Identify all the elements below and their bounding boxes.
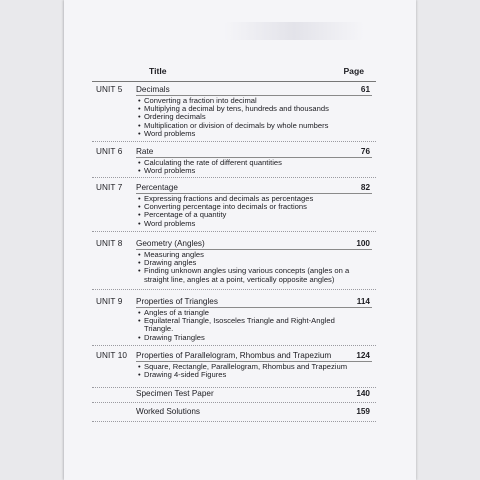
topic-item: • Measuring angles (138, 251, 364, 259)
toc-entry-unit-7 (64, 182, 416, 234)
topic-item: • Ordering decimals (138, 113, 364, 121)
title-column-header: Title (149, 66, 167, 76)
topic-list (138, 97, 364, 138)
page-number: 76 (360, 147, 370, 156)
topic-item: • Multiplication or division of decimals by whole numbers (138, 122, 364, 130)
entry-separator (92, 345, 376, 346)
topic-item: • Finding unknown angles using various concepts (angles on a straight line, angles at a point, vertically opposite angles) (138, 267, 364, 283)
entry-separator (92, 177, 376, 178)
page-number: 140 (356, 389, 370, 398)
unit-label: UNIT 6 (96, 147, 123, 156)
topic-item: • Converting a fraction into decimal (138, 97, 364, 105)
topic-item: • Word problems (138, 130, 364, 138)
topic-item: • Multiplying a decimal by tens, hundreds and thousands (138, 105, 364, 113)
page-number: 159 (356, 407, 370, 416)
toc-entry-unit-10 (64, 350, 416, 386)
section-title: Specimen Test Paper (136, 389, 214, 398)
unit-label: UNIT 9 (96, 297, 123, 306)
topic-item: • Converting percentage into decimals or fractions (138, 203, 364, 211)
section-title: Worked Solutions (136, 407, 201, 416)
unit-title: Percentage (136, 183, 178, 192)
page-number: 114 (356, 297, 370, 306)
toc-entry-unit-6 (64, 146, 416, 180)
page-number: 124 (356, 351, 370, 360)
unit-title: Properties of Parallelogram, Rhombus and Trapezium (136, 351, 332, 360)
page-number: 61 (360, 85, 370, 94)
topic-item: • Word problems (138, 167, 364, 175)
toc-entry-unit-5 (64, 84, 416, 148)
topic-item: • Angles of a triangle (138, 309, 364, 317)
topic-item: • Expressing fractions and decimals as percentages (138, 195, 364, 203)
topic-list (138, 363, 364, 379)
page-number: 82 (360, 183, 370, 192)
entry-separator (92, 289, 376, 290)
topic-list (138, 195, 364, 228)
topic-item: • Drawing Triangles (138, 334, 364, 342)
unit-title: Rate (136, 147, 154, 156)
unit-label: UNIT 10 (96, 351, 128, 360)
page-number: 100 (356, 239, 370, 248)
unit-label: UNIT 5 (96, 85, 123, 94)
faded-heading-mark (224, 22, 364, 40)
entry-separator (92, 421, 376, 422)
header-rule (92, 81, 376, 82)
unit-label: UNIT 7 (96, 183, 123, 192)
topic-item: • Word problems (138, 220, 364, 228)
topic-item: • Equilateral Triangle, Isosceles Triangle and Right-Angled Triangle. (138, 317, 364, 333)
toc-entry-worked-solutions (64, 406, 416, 422)
unit-label: UNIT 8 (96, 239, 123, 248)
toc-entry-unit-8 (64, 238, 416, 290)
topic-item: • Drawing angles (138, 259, 364, 267)
topic-item: • Square, Rectangle, Parallelogram, Rhombus and Trapezium (138, 363, 364, 371)
topic-item: • Percentage of a quantity (138, 211, 364, 219)
unit-title: Properties of Triangles (136, 297, 218, 306)
toc-header (64, 64, 416, 80)
page-column-header: Page (343, 66, 364, 76)
entry-separator (92, 141, 376, 142)
book-page (64, 0, 416, 480)
topic-list (138, 309, 364, 342)
unit-title: Decimals (136, 85, 170, 94)
entry-separator (92, 402, 376, 403)
topic-item: • Calculating the rate of different quantities (138, 159, 364, 167)
toc-entry-unit-9 (64, 296, 416, 348)
topic-list (138, 159, 364, 175)
topic-list (138, 251, 364, 284)
unit-title: Geometry (Angles) (136, 239, 205, 248)
topic-item: • Drawing 4-sided Figures (138, 371, 364, 379)
entry-separator (92, 231, 376, 232)
